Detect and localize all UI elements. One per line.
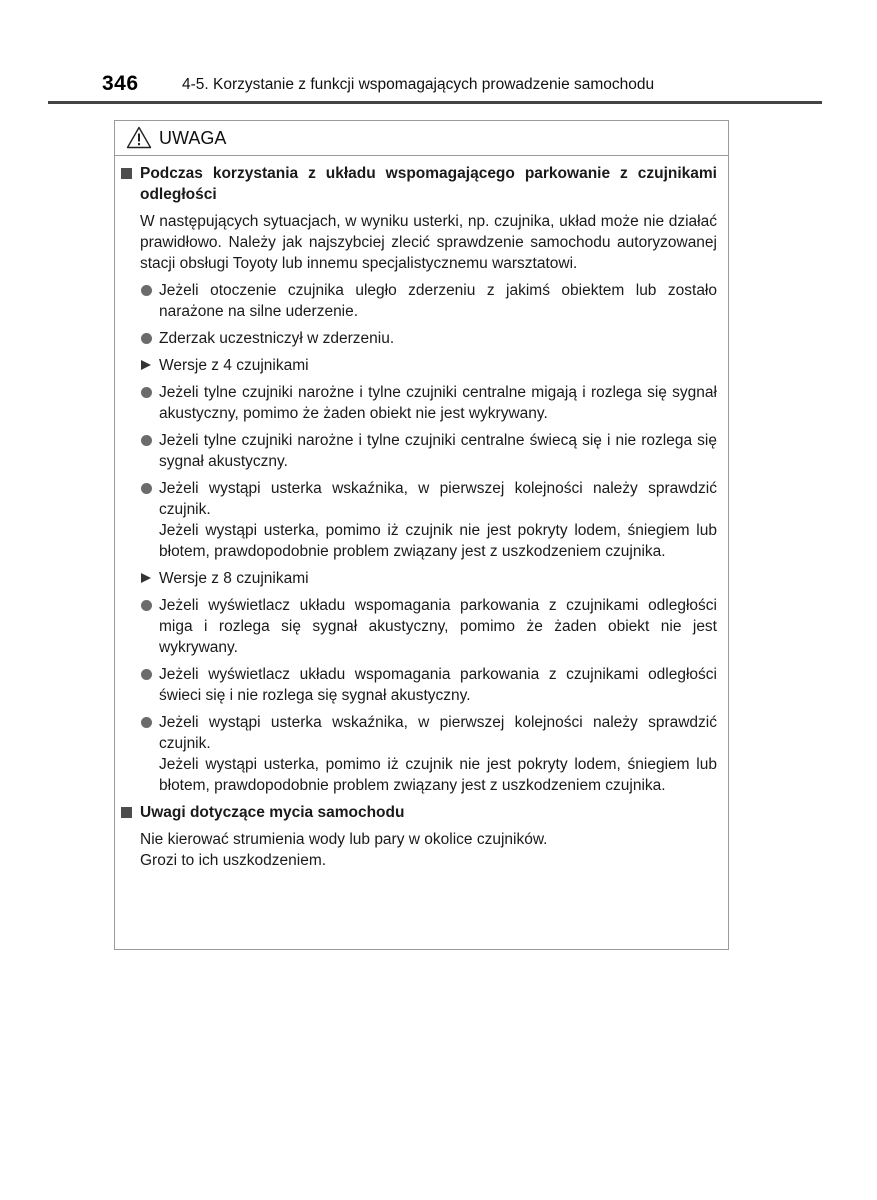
list-item: Jeżeli wyświetlacz układu wspomagania parkowania z czujnikami odległości świeci się i nie rozlega się sygnał akustyczny. — [121, 664, 717, 706]
variant-label-4-sensors: Wersje z 4 czujnikami — [121, 355, 717, 376]
circle-bullet-icon — [141, 669, 152, 680]
section-intro: W następujących sytuacjach, w wyniku usterki, np. czujnika, układ może nie działać prawidłowo. Należy jak najszybciej zlecić sprawdzenie samochodu autoryzowanej stacji obsługi Toyoty lub innemu specjalistycznemu warsztatowi. — [140, 213, 717, 272]
list-item: Jeżeli tylne czujniki narożne i tylne czujniki centralne świecą się i nie rozlega się sygnał akustyczny. — [121, 430, 717, 472]
caution-header — [115, 121, 728, 156]
variant-label-8-sensors: Wersje z 8 czujnikami — [121, 568, 717, 589]
section-heading-parking-sensors: Podczas korzystania z układu wspomagającego parkowanie z czujnikami odległości — [121, 163, 717, 205]
circle-bullet-icon — [141, 435, 152, 446]
list-item: Jeżeli tylne czujniki narożne i tylne czujniki centralne migają i rozlega się sygnał akustyczny, pomimo że żaden obiekt nie jest wykrywany. — [121, 382, 717, 424]
triangle-bullet-icon — [141, 573, 151, 583]
square-bullet-icon — [121, 807, 132, 818]
warning-triangle-icon — [126, 126, 152, 149]
circle-bullet-icon — [141, 483, 152, 494]
circle-bullet-icon — [141, 600, 152, 611]
circle-bullet-icon — [141, 387, 152, 398]
chapter-title: 4-5. Korzystanie z funkcji wspomagających prowadzenie samochodu — [182, 76, 655, 93]
list-item: Jeżeli otoczenie czujnika uległo zderzeniu z jakimś obiektem lub zostało narażone na silne uderzenie. — [121, 280, 717, 322]
triangle-bullet-icon — [141, 360, 151, 370]
list-item: Jeżeli wyświetlacz układu wspomagania parkowania z czujnikami odległości miga i rozlega się sygnał akustyczny, pomimo że żaden obiekt nie jest wykrywany. — [121, 595, 717, 658]
list-item: Zderzak uczestniczył w zderzeniu. — [121, 328, 717, 349]
circle-bullet-icon — [141, 285, 152, 296]
circle-bullet-icon — [141, 717, 152, 728]
header-rule — [48, 101, 822, 104]
caution-content — [121, 163, 717, 871]
list-item: Jeżeli wystąpi usterka wskaźnika, w pierwszej kolejności należy sprawdzić czujnik. Jeżeli wystąpi usterka, pomimo iż czujnik nie jest pokryty lodem, śniegiem lub błotem, prawdopodobnie problem związany jest z uszkodzeniem czujnika. — [121, 712, 717, 796]
caution-title: UWAGA — [159, 128, 227, 148]
section-body-car-wash: Nie kierować strumienia wody lub pary w okolice czujników. Grozi to ich uszkodzeniem. — [140, 831, 548, 869]
section-heading-car-wash: Uwagi dotyczące mycia samochodu — [121, 802, 717, 823]
circle-bullet-icon — [141, 333, 152, 344]
list-item: Jeżeli wystąpi usterka wskaźnika, w pierwszej kolejności należy sprawdzić czujnik. Jeżeli wystąpi usterka, pomimo iż czujnik nie jest pokryty lodem, śniegiem lub błotem, prawdopodobnie problem związany jest z uszkodzeniem czujnika. — [121, 478, 717, 562]
square-bullet-icon — [121, 168, 132, 179]
caution-box — [114, 120, 729, 950]
page-number: 346 — [102, 72, 139, 95]
page-header — [0, 70, 877, 106]
